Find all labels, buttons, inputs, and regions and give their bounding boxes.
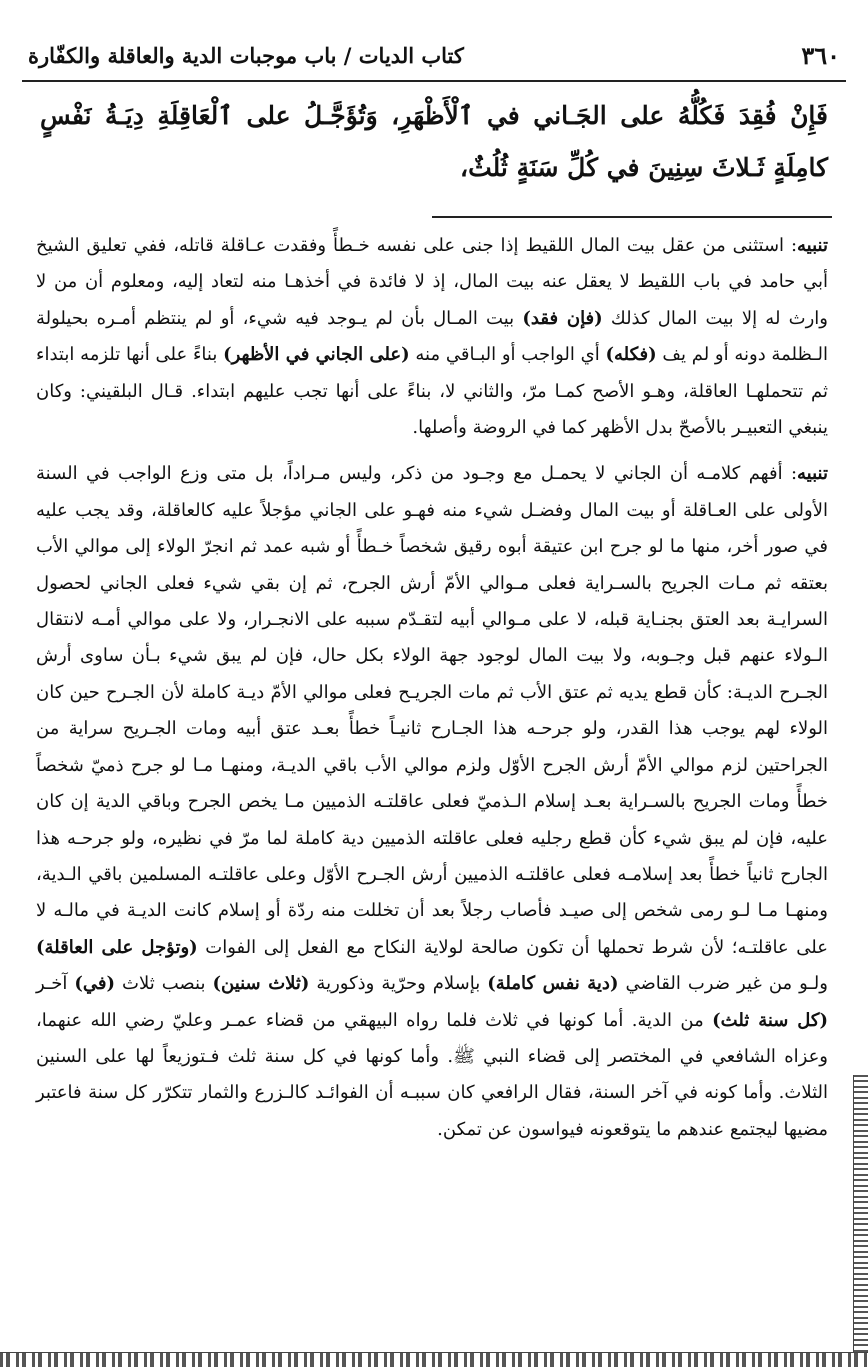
note-label: تنبيه [797, 463, 828, 485]
commentary-text: بنصب ثلاث [122, 973, 206, 995]
commentary-text: : استثنى من عقل بيت المال اللقيط إذا جنى على نفسه خـطأً وفقدت عـاقلة قاتله، ففي تعليق الشيخ أبي حامد في باب اللقيط لا يعقل عنه بيت المال، إذ لا فائدة في أخذهـا منه لتعاد إليه، ومعلوم أن من لا وارث له إلا بيت المال كذلك [36, 235, 828, 329]
quoted-term: (دية نفس كاملة) [487, 973, 619, 995]
commentary-paragraph-2 [36, 456, 828, 1148]
footnote-divider [432, 216, 832, 218]
quoted-term: (وتؤجل على العاقلة) [36, 936, 198, 958]
commentary-text: أي الواجب أو البـاقي منه [415, 344, 600, 366]
decorative-side-border [853, 1075, 868, 1365]
quoted-term: (على الجاني في الأظهر) [223, 344, 410, 366]
page-header [22, 30, 846, 82]
commentary-text: بإسلام وحرّية وذكورية [316, 973, 481, 995]
commentary-text: ولـو من غير ضرب القاضي [625, 973, 828, 995]
running-title: كتاب الديات / باب موجبات الدية والعاقلة والكفّارة [28, 42, 464, 68]
decorative-bottom-border [0, 1352, 868, 1367]
main-text: فَإِنْ فُقِدَ فَكُلُّهُ على الجَـاني في ٱلْأَظْهَرِ، وَتُؤَجَّـلُ على ٱلْعَاقِلَةِ دِيَـةُ نَفْسٍ كامِلَةٍ ثَـلاثَ سِنِينَ في كُلِّ سَنَةٍ ثُلُثٌ، [40, 101, 828, 182]
quoted-term: (فكله) [605, 344, 657, 366]
page-number: ٣٦٠ [801, 40, 840, 70]
commentary [36, 228, 828, 1148]
commentary-paragraph-1 [36, 228, 828, 446]
quoted-term: (ثلاث سنين) [212, 973, 310, 995]
commentary-text: آخـر [36, 973, 68, 995]
quoted-term: (فإن فقد) [522, 307, 603, 329]
quoted-term: (كل سنة ثلث) [712, 1009, 829, 1031]
commentary-text: بناءً على أنها تلزمه ابتداء ثم تتحملهـا العاقلة، وهـو الأصح كمـا مرّ، والثاني لا، بناءً على أنها تجب عليهم ابتداء. قـال البلقيني: وكان ينبغي التعبيـر بالأصحّ بدل الأظهر كما في الروضة وأصلها. [36, 344, 828, 439]
commentary-text: : أفهم كلامـه أن الجاني لا يحمـل مع وجـود من ذكر، وليس مـراداً، بل متى وزع الواجب في السنة الأولى على العـاقلة أو بيت المال وفضـل شيء منه فهـو على الجاني مؤجلاً عليه كالعاقلة، وقد يجب عليه في صور أخر، منها ما لو جرح ابن عتيقة أبوه رقيق شخصاً خـطأً أو شبه عمد ثم انجرّ الولاء إلى موالي الأب بعتقه ثم مـات الجريح بالسـراية فعلى مـوالي الأمّ أرش الجرح، ثم إن بقي شيء فعلى الجاني لحصول السرايـة بعد العتق بجنـاية قبله، لا على مـوالي أبيه لتقـدّم سببه على الانجـرار، ولا على موالي أمـه لانتقال الـولاء عنهم قبل وجـوبه، ولا بيت المال لوجود جهة الولاء بكل حال، فإن لم يبق شيء بـأن ساوى أرش الجـرح الديـة: كأن قطع يديه ثم عتق الأب ثم مات الجريـح فعلى موالي الأمّ ديـة كاملة لأن الجـرح حين كان الولاء لهم يوجب هذا القدر، ولو جرحـه هذا الجـارح ثانيـاً خطأً بعـد عتق أبيه ومات الجـريح سراية من الجراحتين لزم موالي الأمّ أرش الجرح الأوّل ولزم موالي الأب باقي الديـة، ومنهـا مـا لو جرح ذميّ شخصاً خطأً ومات الجريح بالسـراية بعـد إسلام الـذميّ فعلى عاقلتـه الذميين مـا يخص الجرح وباقي الدية إن كان عليه، فإن لم يبق شيء كأن قطع رجليه فعلى عاقلته الذميين دية كاملة لما مرّ في نظيره، ولو جرحـه هذا الجارح ثانياً خطأً بعد إسلامـه فعلى عاقلتـه الذميين أرش الجـرح الأوّل وعلى عاقلتـه المسلمين باقي الـدية، ومنهـا مـا لـو رمى شخص إلى صيـد فأصاب رجلاً بعد أن تخللت منه ردّة أو إسلام كانت الديـة في مالـه لا على عاقلتـه؛ لأن شرط تحملها أن تكون صالحة لولاية النكاح مع الفعل إلى الفوات [36, 463, 828, 958]
commentary-text: من الدية. أما كونها في ثلاث فلما رواه البيهقي من قضاء عمـر وعليّ رضي الله عنهما، وعزاه الشافعي في المختصر إلى قضاء النبي ﷺ. وأما كونها في كل سنة ثلث فـتوزيعاً لها على السنين الثلاث. وأما كونه في آخر السنة، فقال الرافعي كان سببـه أن الفوائـد كالـزرع والثمار تتكرّر كل سنة فاعتبر مضيها ليجتمع عندهم ما يتوقعونه فيواسون عن تمكن. [36, 1009, 828, 1140]
commentary-text: بيت المـال بأن لم يـوجد فيه شيء، أو لم ينتظم أمـره بحيلولة الـظلمة دونه أو لم يف [36, 307, 828, 366]
note-label: تنبيه [797, 235, 828, 256]
quoted-term: (في) [74, 973, 115, 995]
